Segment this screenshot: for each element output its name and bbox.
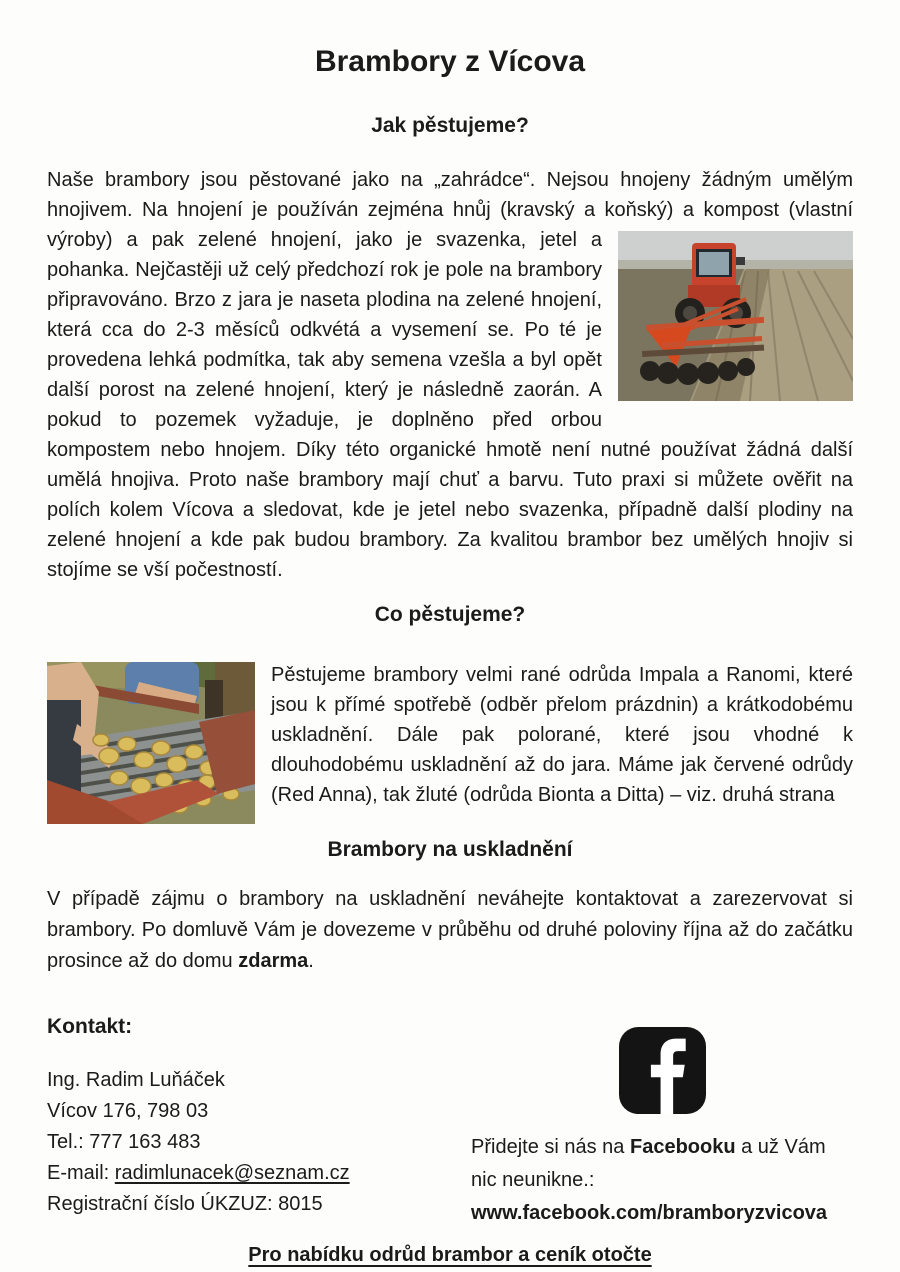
facebook-caption [471, 1131, 853, 1230]
footer-note: Pro nabídku odrůd brambor a ceník otočte [248, 1244, 652, 1266]
how-body-text: výroby) a pak zelené hnojení, jako je svazenka, jetel a pohanka. Nejčastěji už celý předchozí rok je pole na brambory připravováno. Brzo z jara je naseta plodina na zelené hnojení, která cca do 2-3 měsíců odkvétá a vysemení se. Po té je provedena lehká podmítka, tak aby semena vzešla a byl opět další porost na zelené hnojení, který je následně zaorán. A pokud to pozemek vyžaduje, je doplněno před orbou kompostem nebo hnojem. Díky této organické hmotě není nutné používat žádná další umělá hnojiva. Proto naše brambory mají chuť a barvu. Tuto praxi si můžete ověřit na polích kolem Vícova a sledovat, kde je jetel nebo svazenka, případně další plodiny na zelené hnojení a kde pak budou brambory. Za kvalitou brambor bez umělých hnojiv si stojíme se vší počestností. [47, 229, 853, 581]
how-body-paragraph [47, 225, 853, 585]
email-label: E-mail: [47, 1162, 115, 1184]
email-link[interactable]: radimlunacek@seznam.cz [114, 1162, 350, 1184]
potato-harvest-photo [47, 662, 255, 824]
contact-details [47, 1015, 447, 1220]
facebook-caption-prefix: Přidejte si nás na [471, 1136, 630, 1158]
facebook-block [471, 1015, 853, 1230]
section-heading-what: Co pěstujeme? [374, 603, 526, 626]
facebook-icon-wrapper [471, 1027, 853, 1119]
storage-paragraph [47, 884, 853, 977]
section-heading-storage: Brambory na uskladnění [327, 838, 573, 861]
contact-email-line [47, 1158, 447, 1189]
facebook-icon [619, 1027, 706, 1114]
what-paragraph [47, 660, 853, 830]
contact-registration: Registrační číslo ÚKZUZ: 8015 [47, 1193, 323, 1215]
section-heading-how: Jak pěstujeme? [371, 114, 529, 137]
contact-section [47, 1015, 853, 1230]
how-intro-paragraph: Naše brambory jsou pěstované jako na „zahrádce“. Nejsou hnojeny žádným umělým hnojivem. Na hnojení je používán zejména hnůj (kravský a koňský) a kompost (vlastní [47, 169, 853, 221]
storage-text-suffix: . [308, 950, 314, 972]
storage-text-bold: zdarma [238, 950, 309, 972]
page-title: Brambory z Vícova [314, 45, 586, 78]
tractor-field-photo [618, 231, 853, 401]
what-body-text: Pěstujeme brambory velmi rané odrůda Impala a Ranomi, které jsou k přímé spotřebě (odběr přelom prázdnin) a krátkodobému uskladnění. Dále pak polorané, které jsou vhodné k dlouhodobému uskladnění až do jara. Máme jak červené odrůdy (Red Anna), tak žluté (odrůda Bionta a Ditta) – viz. druhá strana [271, 664, 853, 806]
facebook-url: www.facebook.com/bramboryzvicova [471, 1202, 828, 1224]
contact-phone: Tel.: 777 163 483 [47, 1131, 201, 1153]
storage-text-prefix: V případě zájmu o brambory na uskladnění neváhejte kontaktovat a zarezervovat si brambory. Po domluvě Vám je dovezeme v průběhu od druhé poloviny října až do začátku prosince až do domu [47, 888, 853, 972]
contact-address: Vícov 176, 798 03 [47, 1100, 209, 1122]
potato-photo-illustration [47, 662, 255, 824]
tractor-photo-illustration [618, 231, 853, 401]
facebook-caption-bold: Facebooku [629, 1136, 736, 1158]
facebook-caption-suffix: a už Vám nic neunikne.: [471, 1136, 826, 1191]
contact-name: Ing. Radim Luňáček [47, 1069, 225, 1091]
contact-heading: Kontakt: [47, 1015, 133, 1038]
